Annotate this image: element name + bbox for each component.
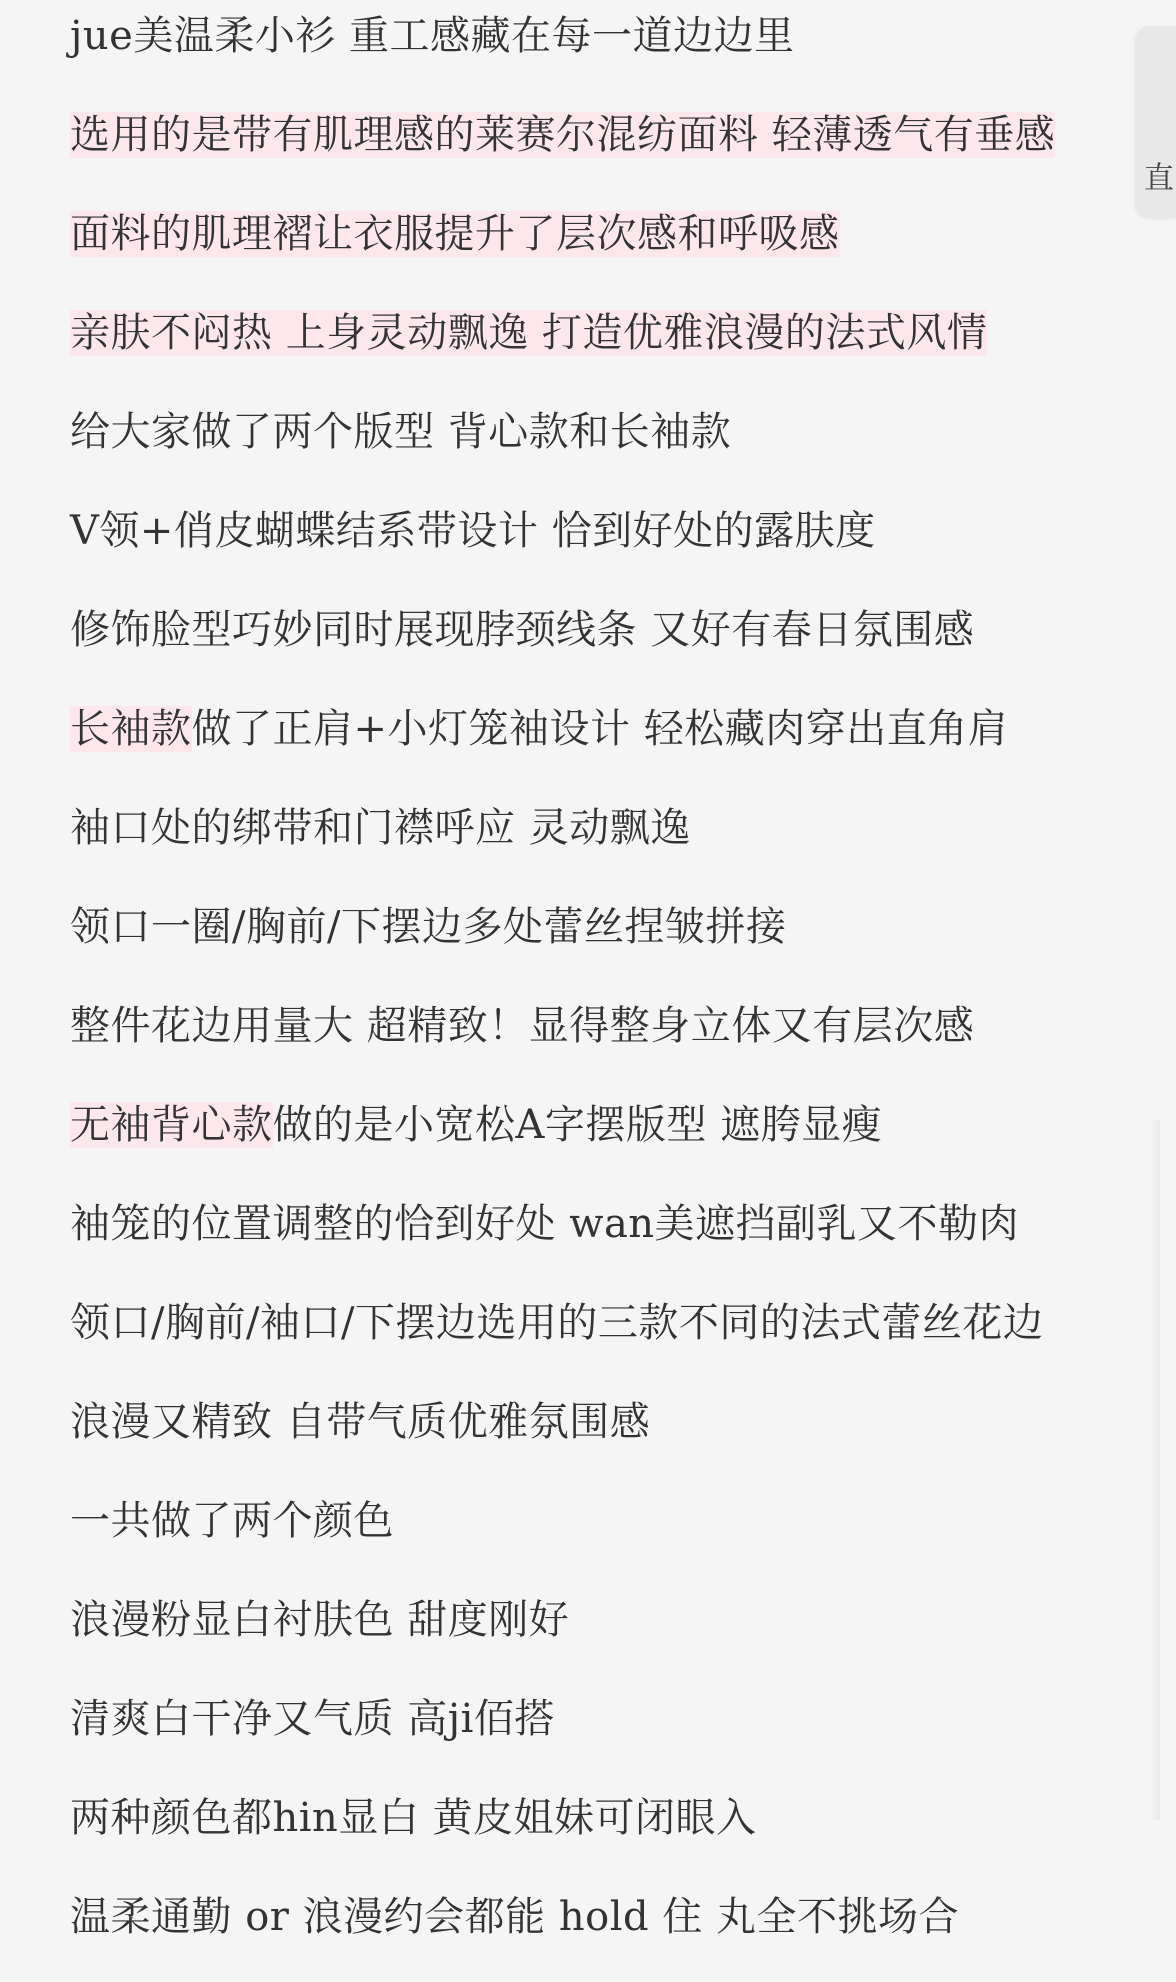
text-line-3	[70, 198, 1110, 297]
line-12-segment-2: 做的是小宽松A字摆版型 遮胯显瘦	[272, 1102, 883, 1148]
line-10-segment-1: 领口一圈/胸前/下摆边多处蕾丝捏皱拼接	[70, 904, 787, 950]
text-line-15	[70, 1386, 1110, 1485]
line-14-segment-1: 领口/胸前/袖口/下摆边选用的三款不同的法式蕾丝花边	[70, 1300, 1044, 1346]
line-19-segment-1: 两种颜色都hin显白 黄皮姐妹可闭眼入	[70, 1795, 757, 1841]
text-line-4	[70, 297, 1110, 396]
text-line-13	[70, 1188, 1110, 1287]
line-12-highlight: 无袖背心款	[70, 1102, 273, 1148]
text-line-16	[70, 1485, 1110, 1584]
text-line-19	[70, 1782, 1110, 1881]
side-tab-label: 直	[1144, 161, 1174, 196]
line-17-segment-1: 浪漫粉显白衬肤色 甜度刚好	[70, 1597, 570, 1643]
line-5-segment-1: 给大家做了两个版型 背心款和长袖款	[70, 409, 732, 455]
text-line-5	[70, 396, 1110, 495]
text-line-14	[70, 1287, 1110, 1386]
line-4-highlight: 亲肤不闷热 上身灵动飘逸 打造优雅浪漫的法式风情	[70, 310, 988, 356]
line-6-segment-1: V领+俏皮蝴蝶结系带设计 恰到好处的露肤度	[70, 508, 876, 554]
text-line-11	[70, 990, 1110, 1089]
line-1-segment-1: jue美温柔小衫 重工感藏在每一道边边里	[70, 13, 795, 59]
text-line-20	[70, 1881, 1110, 1980]
right-edge-shadow	[1150, 1120, 1160, 1820]
line-11-segment-1: 整件花边用量大 超精致！显得整身立体又有层次感	[70, 1003, 975, 1049]
text-line-17	[70, 1584, 1110, 1683]
side-floating-tab[interactable]	[1136, 26, 1176, 218]
text-line-7	[70, 594, 1110, 693]
line-8-highlight: 长袖款	[70, 706, 192, 752]
text-line-9	[70, 792, 1110, 891]
line-13-segment-1: 袖笼的位置调整的恰到好处 wan美遮挡副乳又不勒肉	[70, 1201, 1020, 1247]
text-line-1	[70, 0, 1110, 99]
line-2-highlight: 选用的是带有肌理感的莱赛尔混纺面料 轻薄透气有垂感	[70, 112, 1056, 158]
text-line-12	[70, 1089, 1110, 1188]
text-line-6	[70, 495, 1110, 594]
text-line-10	[70, 891, 1110, 990]
line-15-segment-1: 浪漫又精致 自带气质优雅氛围感	[70, 1399, 651, 1445]
text-line-2	[70, 99, 1110, 198]
line-3-highlight: 面料的肌理褶让衣服提升了层次感和呼吸感	[70, 211, 840, 257]
line-20-segment-1: 温柔通勤 or 浪漫约会都能 hold 住 丸全不挑场合	[70, 1894, 960, 1940]
line-7-segment-1: 修饰脸型巧妙同时展现脖颈线条 又好有春日氛围感	[70, 607, 975, 653]
line-9-segment-1: 袖口处的绑带和门襟呼应 灵动飘逸	[70, 805, 691, 851]
text-line-8	[70, 693, 1110, 792]
text-line-18	[70, 1683, 1110, 1782]
line-16-segment-1: 一共做了两个颜色	[70, 1498, 394, 1544]
article-text	[70, 0, 1110, 1980]
line-18-segment-1: 清爽白干净又气质 高ji佰搭	[70, 1696, 555, 1742]
line-8-segment-2: 做了正肩+小灯笼袖设计 轻松藏肉穿出直角肩	[191, 706, 1009, 752]
